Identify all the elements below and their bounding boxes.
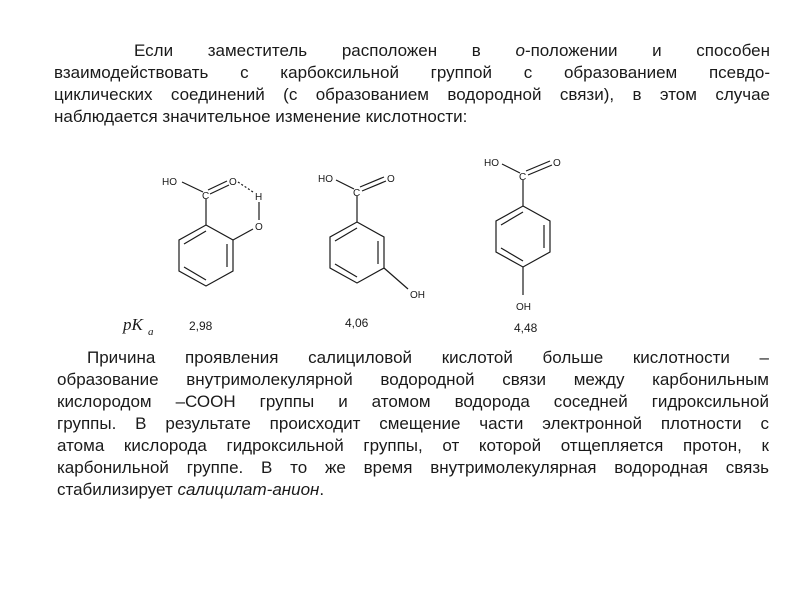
mol2-c-label: C: [353, 188, 361, 199]
benzene-ring-1: [179, 225, 233, 286]
mol1-ho-label: HO: [162, 177, 177, 188]
expl-line-1: Причина проявления салициловой кислотой больше кислотности –: [87, 348, 769, 367]
mol2-pka-value: 4,06: [345, 316, 369, 330]
expl-line-6: карбонильной группе. В то же время внутримолекулярная водородная связь: [57, 458, 769, 477]
expl-line-2: образование внутримолекулярной водородной связи между карбонильным: [57, 370, 769, 389]
intro-line-1-text: Если заместитель расположен в: [134, 41, 516, 60]
mol1-o-label: O: [229, 177, 237, 188]
pka-subscript: a: [148, 326, 154, 338]
expl-line-3: кислородом –СООН группы и атомом водорода соседней гидроксильной: [57, 392, 769, 411]
expl-line-4: группы. В результате происходит смещение части электронной плотности с: [57, 414, 769, 433]
molecule-para-hydroxybenzoic-acid: [484, 158, 561, 335]
expl-line-7-text: стабилизирует: [57, 480, 178, 499]
mol3-pka-value: 4,48: [514, 321, 538, 335]
expl-line-7: [57, 479, 769, 501]
mol3-c-label: C: [519, 172, 527, 183]
structures-figure: [0, 140, 800, 340]
intro-line-4: наблюдается значительное изменение кислотности:: [54, 107, 468, 126]
mol3-oh-label: OH: [516, 302, 531, 313]
benzene-ring-3: [496, 206, 550, 267]
intro-line-1-end: -положении и способен: [524, 41, 770, 60]
explanation-paragraph: [57, 347, 769, 501]
mol2-ho-label: HO: [318, 174, 333, 185]
intro-line-3: циклических соединений (с образованием водородной связи), в этом случае: [54, 85, 770, 104]
hydrogen-bond: [238, 182, 253, 192]
mol1-h-label: H: [255, 192, 263, 203]
molecule-salicylic-acid: [162, 177, 263, 333]
mol1-pka-value: 2,98: [189, 319, 213, 333]
salicylate-anion-italic: салицилат-анион: [177, 480, 320, 499]
mol2-o-label: O: [387, 174, 395, 185]
pka-symbol-text: pK: [123, 315, 143, 334]
mol1-o2-label: O: [255, 222, 263, 233]
benzene-ring-2: [330, 222, 384, 283]
intro-line-2: взаимодействовать с карбоксильной группой с образованием псевдо-: [54, 63, 770, 82]
ortho-italic: о: [515, 41, 525, 60]
intro-paragraph: [54, 40, 770, 128]
molecule-meta-hydroxybenzoic-acid: [318, 174, 425, 330]
mol3-o-label: O: [553, 158, 561, 169]
intro-line-1: [54, 40, 770, 62]
expl-line-5: атома кислорода гидроксильной группы, от которой отщепляется протон, к: [57, 436, 769, 455]
mol2-oh-label: OH: [410, 290, 425, 301]
mol3-ho-label: HO: [484, 158, 499, 169]
pka-symbol: [122, 315, 154, 338]
mol1-c-label: C: [202, 191, 210, 202]
expl-line-7-end: .: [319, 480, 325, 499]
